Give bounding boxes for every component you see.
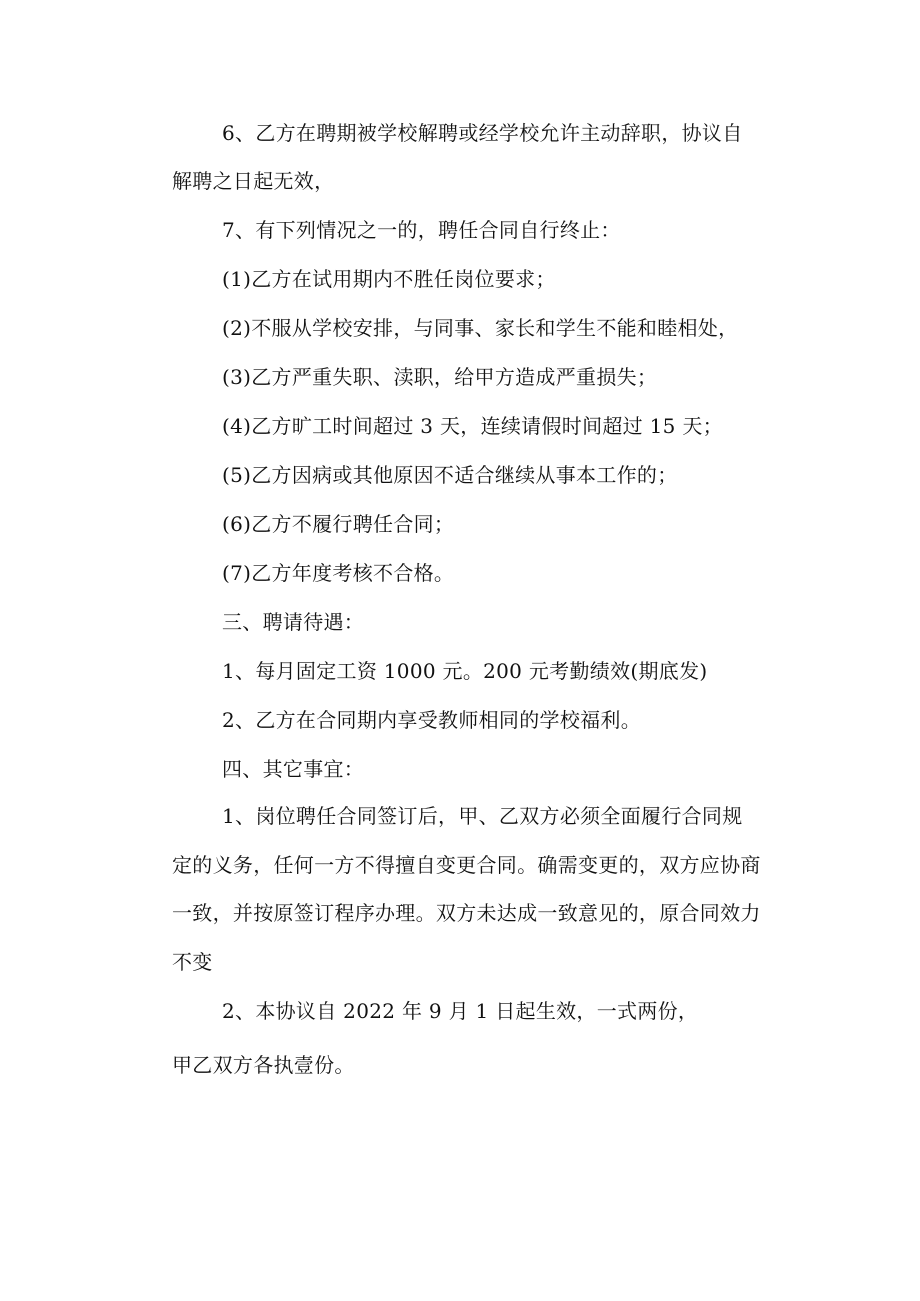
section-4-item-2-line-2: 甲乙双方各执壹份。 [172, 1053, 355, 1077]
condition-6: (6)乙方不履行聘任合同； [222, 512, 455, 536]
condition-2: (2)不服从学校安排，与同事、家长和学生不能和睦相处， [222, 316, 739, 340]
clause-6-line-2: 解聘之日起无效， [172, 169, 335, 193]
clause-7: 7、有下列情况之一的，聘任合同自行终止： [222, 218, 621, 242]
section-4-item-2-line-1: 2、本协议自 2022 年 9 月 1 日起生效，一式两份， [222, 999, 699, 1023]
condition-7: (7)乙方年度考核不合格。 [222, 561, 455, 585]
section-4-item-1-line-3: 一致，并按原签订程序办理。双方未达成一致意见的，原合同效力 [172, 901, 761, 925]
section-4-item-1-line-2: 定的义务，任何一方不得擅自变更合同。确需变更的，双方应协商 [172, 853, 761, 877]
section-3-item-2: 2、乙方在合同期内享受教师相同的学校福利。 [222, 708, 642, 732]
condition-5: (5)乙方因病或其他原因不适合继续从事本工作的； [222, 463, 678, 487]
condition-1: (1)乙方在试用期内不胜任岗位要求； [222, 267, 556, 291]
section-3-item-1: 1、每月固定工资 1000 元。200 元考勤绩效(期底发) [222, 659, 708, 683]
condition-4: (4)乙方旷工时间超过 3 天，连续请假时间超过 15 天； [222, 414, 723, 438]
section-4-item-1-line-4: 不变 [172, 950, 213, 974]
section-3-heading: 三、聘请待遇： [222, 610, 365, 634]
clause-6-line-1: 6、乙方在聘期被学校解聘或经学校允许主动辞职，协议自 [222, 121, 743, 145]
section-4-heading: 四、其它事宜： [222, 757, 365, 781]
section-4-item-1-line-1: 1、岗位聘任合同签订后，甲、乙双方必须全面履行合同规 [222, 804, 743, 828]
condition-3: (3)乙方严重失职、渎职，给甲方造成严重损失； [222, 365, 658, 389]
